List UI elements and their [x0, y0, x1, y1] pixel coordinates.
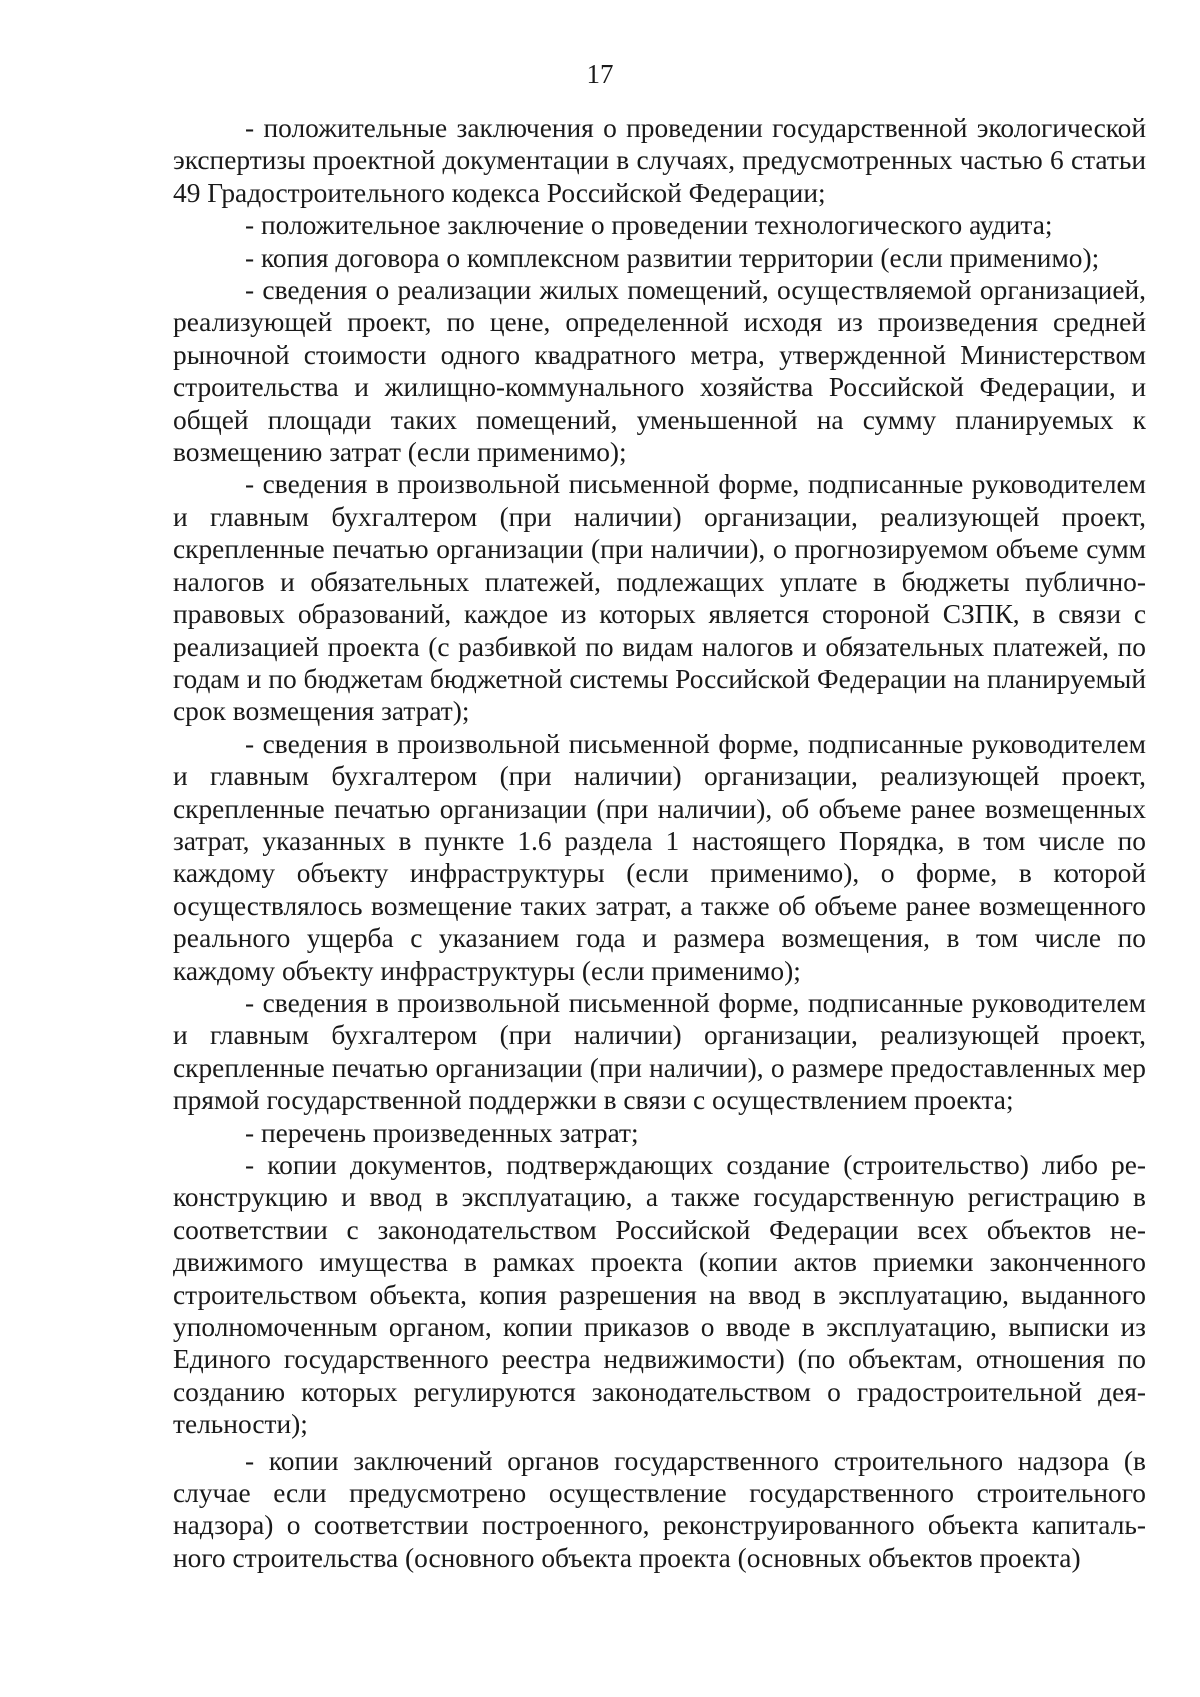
paragraph-reimbursed-costs: - сведения в произвольной письменной форме, подписанные руководителем и главным бухгалтером (при наличии) организации, реализующей проект, скрепленные печатью организации (при наличии), об объеме ранее возмещенных затрат, указанных в пункте 1.6 раздела 1 настоящего Порядка, в том числе по каждому объекту инфраструктуры (если применимо), о форме, в которой осуществлялось возмещение таких затрат, а также об объеме ранее возмещенного реального ущерба с указанием года и размера возмещения, в том числе по каждому объекту инфраструктуры (если применимо);	[173, 728, 1146, 986]
document-body	[173, 112, 1146, 1574]
paragraph-technology-audit: - положительное заключение о проведении технологического аудита;	[245, 210, 1053, 241]
paragraph-housing-sales-info: - сведения о реализации жилых помещений, осуществляемой организацией, реализующей проект, по цене, определенной исходя из произведения средней рыночной стоимости одного квадратного метра, утвержденной Министерством строительства и жилищно-коммунального хозяйства Российской Федерации, и общей площади таких помещений, уменьшенной на сумму планируемых к возмещению затрат (если применимо);	[173, 275, 1146, 468]
paragraph-territory-development-contract: - копия договора о комплексном развитии территории (если применимо);	[245, 242, 1100, 273]
paragraph-state-support: - сведения в произвольной письменной форме, подписанные руководителем и главным бухгалтером (при наличии) организации, реализующей проект, скрепленные печатью организации (при наличии), о размере предоставленных мер прямой государственной поддержки в связи с осуществлением проекта;	[173, 987, 1146, 1116]
paragraph-tax-forecast: - сведения в произвольной письменной форме, подписанные руководителем и главным бухгалтером (при наличии) организации, реализующей проект, скрепленные печатью организации (при наличии), о прогнозируемом объеме сумм налогов и обязательных платежей, подлежащих уплате в бюджеты публично-правовых образований, каждое из которых является стороной СЗПК, в связи с реализацией проекта (с разбивкой по видам налогов и обязательных платежей, по годам и по бюджетам бюджетной системы Российской Федерации на планируемый срок возмещения затрат);	[173, 469, 1146, 727]
paragraph-construction-documents: - копии документов, подтверждающих создание (строительство) либо реконструкцию и ввод в эксплуатацию, а также государственную регистрацию в соответствии с законодательством Российской Федерации всех объектов недвижимого имущества в рамках проекта (копии актов приемки законченного строительством объекта, копия разрешения на ввод в эксплуатацию, выданного уполномоченным органом, копии приказов о вводе в эксплуатацию, выписки из Единого государственного реестра недвижимости) (по объектам, отношения по созданию которых регулируются законодательством о градостроительной деятельности);	[173, 1150, 1146, 1440]
paragraph-cost-list: - перечень произведенных затрат;	[245, 1117, 639, 1148]
paragraph-environmental-expertise: - положительные заключения о проведении государственной экологической экспертизы проектной документации в случаях, предусмотренных частью 6 статьи 49 Градостроительного кодекса Российской Федерации;	[173, 113, 1146, 208]
page-number: 17	[586, 59, 614, 89]
paragraph-construction-supervision: - копии заключений органов государственного строительного надзора (в случае если предусмотрено осуществление государственного строительного надзора) о соответствии построенного, реконструированного объекта капитального строительства (основного объекта проекта (основных объектов проекта)	[173, 1445, 1146, 1573]
